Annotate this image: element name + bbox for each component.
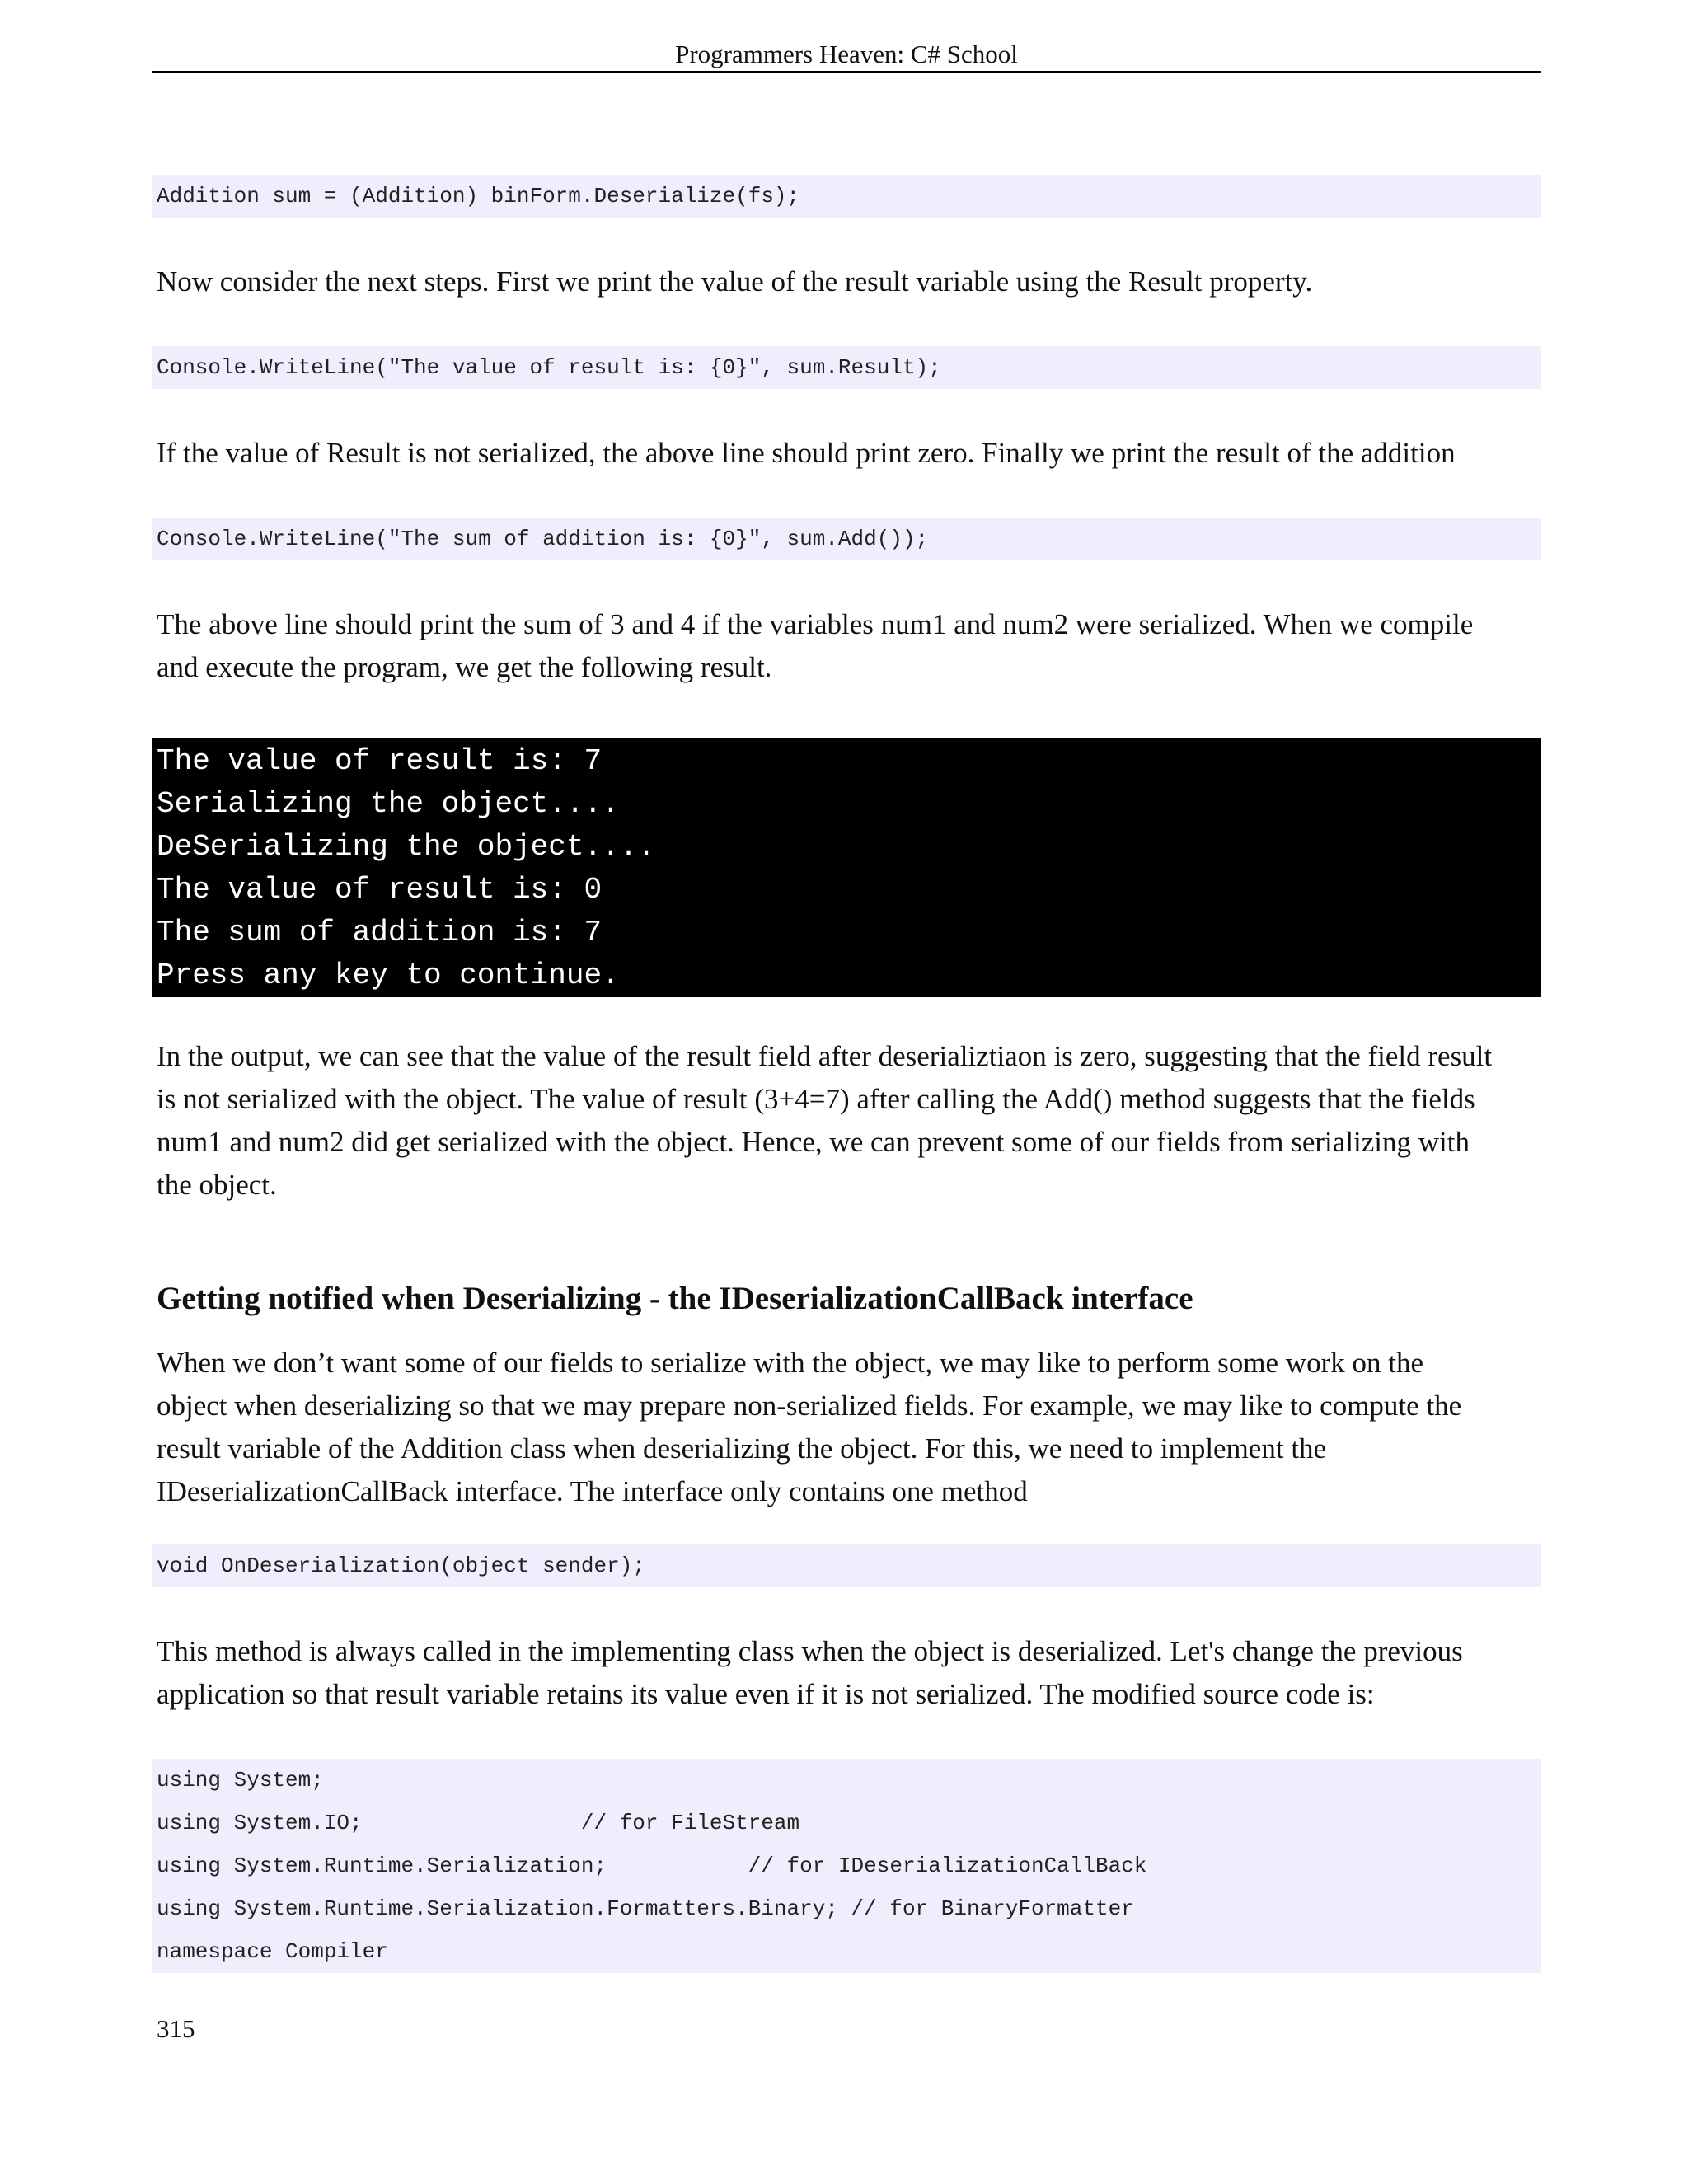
- code-line: using System;: [157, 1768, 324, 1793]
- code-block-print-result: [152, 346, 1541, 389]
- page-header: Programmers Heaven: C# School: [152, 38, 1541, 73]
- console-line: The sum of addition is: 7: [157, 916, 603, 949]
- console-output: [152, 738, 1541, 997]
- console-line: Serializing the object....: [157, 787, 620, 821]
- paragraph-line: result variable of the Addition class when deserializing the object. For this, we need to implement the: [157, 1432, 1327, 1465]
- paragraph-line: the object.: [157, 1169, 277, 1201]
- paragraph-line: The above line should print the sum of 3 and 4 if the variables num1 and num2 were serialized. When we compile: [157, 608, 1474, 640]
- paragraph-line: When we don’t want some of our fields to serialize with the object, we may like to perform some work on the: [157, 1347, 1423, 1379]
- code-block-on-deserialization: [152, 1544, 1541, 1587]
- paragraph-line: If the value of Result is not serialized, the above line should print zero. Finally we print the result of the addition: [157, 437, 1456, 469]
- paragraph-next-steps: [157, 260, 1550, 303]
- code-block-deserialize: [152, 175, 1541, 218]
- paragraph-callback-intro: [157, 1342, 1550, 1513]
- paragraph-line: num1 and num2 did get serialized with the object. Hence, we can prevent some of our fields from serializing with: [157, 1126, 1470, 1158]
- paragraph-not-serialized: [157, 432, 1550, 475]
- console-line: DeSerializing the object....: [157, 830, 655, 864]
- paragraph-sum-result: [157, 603, 1550, 689]
- paragraph-line: object when deserializing so that we may prepare non-serialized fields. For example, we may like to compute the: [157, 1390, 1462, 1422]
- paragraph-line: In the output, we can see that the value of the result field after deserializtiaon is zero, suggesting that the field result: [157, 1040, 1493, 1072]
- code-line: using System.Runtime.Serialization.Formatters.Binary; // for BinaryFormatter: [157, 1896, 1134, 1921]
- paragraph-line: and execute the program, we get the following result.: [157, 651, 772, 683]
- paragraph-output-explanation: [157, 1035, 1550, 1207]
- code-block-print-sum: [152, 518, 1541, 560]
- paragraph-line: IDeserializationCallBack interface. The interface only contains one method: [157, 1475, 1028, 1507]
- paragraph-line: is not serialized with the object. The value of result (3+4=7) after calling the Add() method suggests that the fields: [157, 1083, 1475, 1115]
- code-line: Console.WriteLine("The sum of addition is: {0}", sum.Add());: [157, 527, 929, 551]
- page-number: 315: [157, 2014, 195, 2043]
- console-line: Press any key to continue.: [157, 958, 620, 992]
- paragraph-line: application so that result variable retains its value even if it is not serialized. The modified source code is:: [157, 1678, 1375, 1710]
- code-line: using System.IO; // for FileStream: [157, 1811, 800, 1835]
- code-line: namespace Compiler: [157, 1939, 388, 1964]
- console-line: The value of result is: 7: [157, 744, 603, 778]
- paragraph-line: Now consider the next steps. First we print the value of the result variable using the Result property.: [157, 265, 1313, 298]
- paragraph-method-called: [157, 1630, 1550, 1716]
- console-line: The value of result is: 0: [157, 873, 603, 907]
- code-line: void OnDeserialization(object sender);: [157, 1554, 645, 1578]
- code-line: Console.WriteLine("The value of result is: {0}", sum.Result);: [157, 355, 941, 380]
- code-line: using System.Runtime.Serialization; // for IDeserializationCallBack: [157, 1854, 1147, 1878]
- code-block-source: [152, 1759, 1541, 1973]
- paragraph-line: This method is always called in the implementing class when the object is deserialized. Let's change the previous: [157, 1635, 1463, 1667]
- code-line: Addition sum = (Addition) binForm.Deserialize(fs);: [157, 184, 800, 209]
- section-heading: Getting notified when Deserializing - the IDeserializationCallBack interface: [157, 1281, 1193, 1316]
